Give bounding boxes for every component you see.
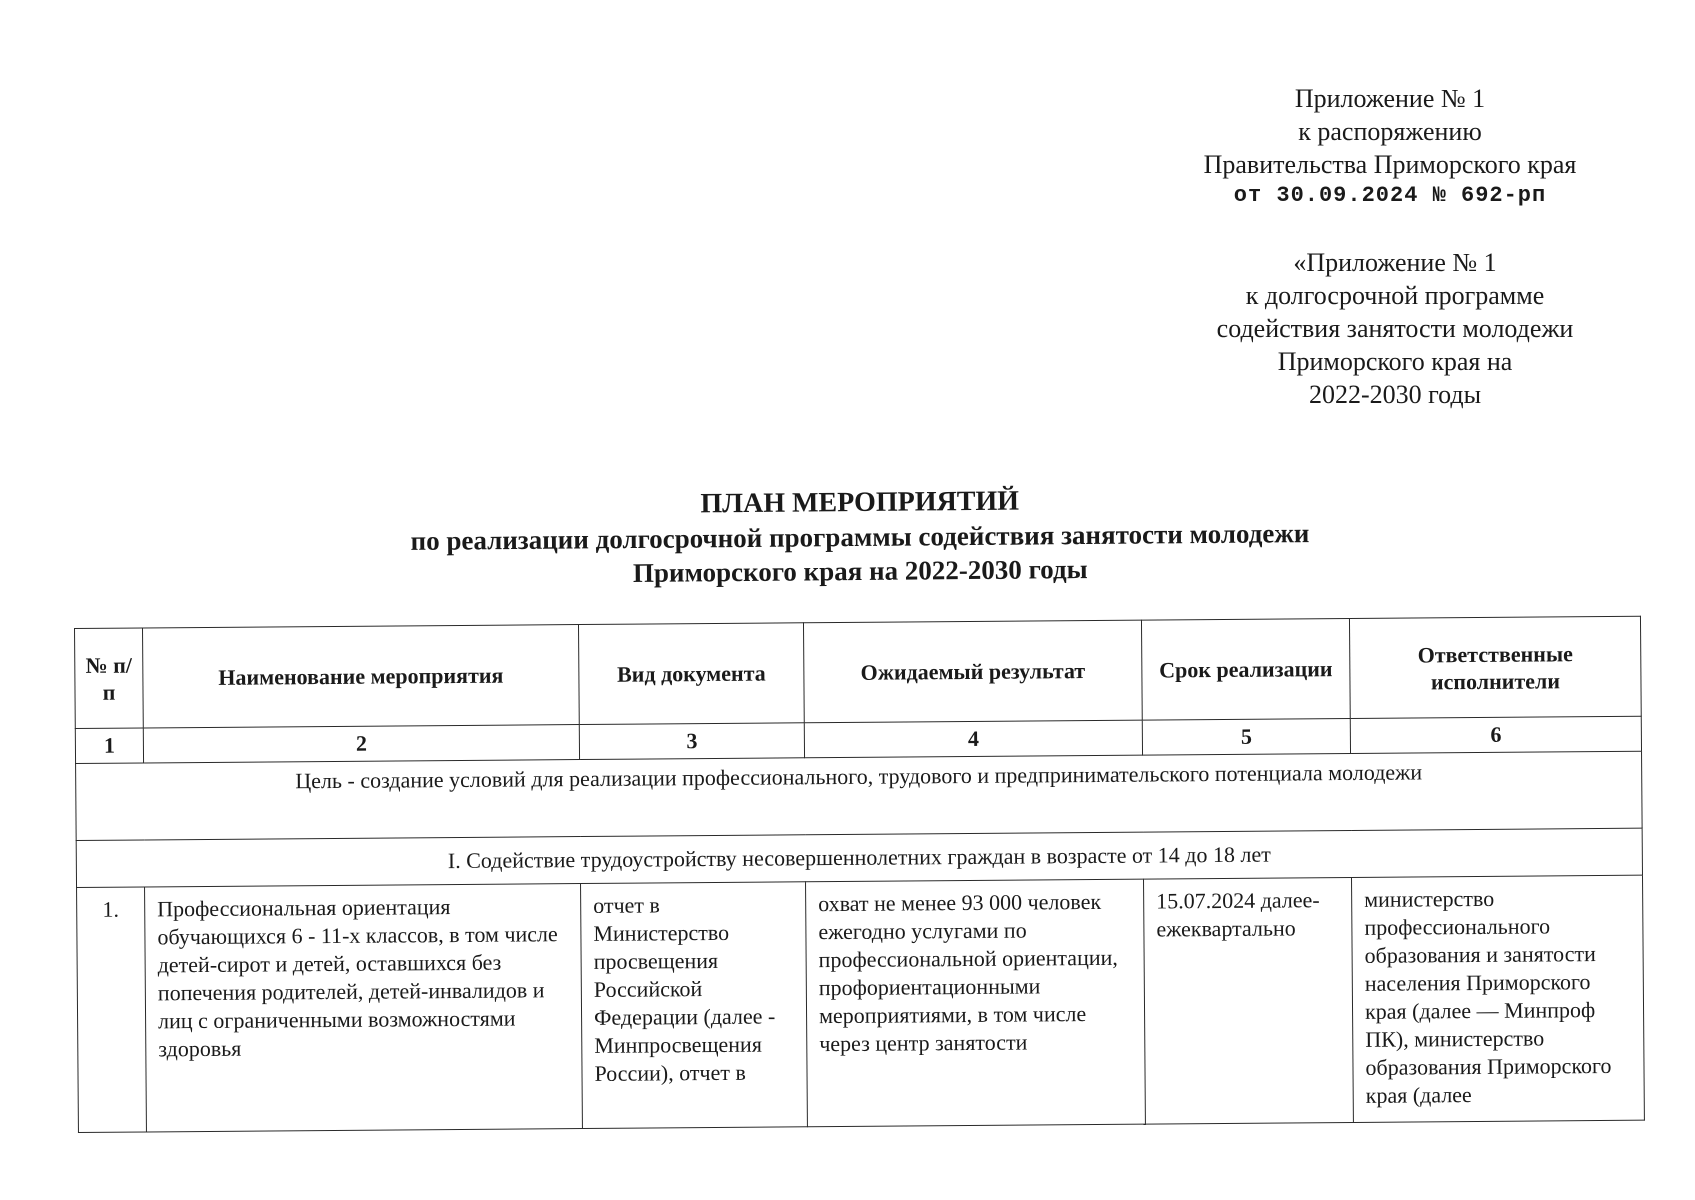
decree-date-number: от 30.09.2024 № 692-рп [1233, 183, 1547, 208]
plan-table-wrapper [74, 616, 1644, 1133]
program-appendix-line: к долгосрочной программе [1245, 281, 1545, 310]
row-executors: министерство профессионального образования и занятости населения Приморского края (далее — Минпроф ПК), министерство образования Приморского края (далее [1351, 875, 1644, 1122]
appendix-header [1150, 82, 1630, 211]
goal-text: Цель - создание условий для реализации профессионального, трудового и предпринимательского потенциала молодежи [76, 751, 1643, 840]
column-number: 2 [143, 725, 579, 763]
plan-title [330, 481, 1391, 592]
program-appendix-line: Приморского края на [1277, 347, 1513, 376]
header-term: Срок реализации [1141, 618, 1350, 720]
header-executors: Ответственные исполнители [1349, 616, 1641, 718]
column-number: 4 [804, 720, 1142, 758]
column-number: 5 [1142, 718, 1350, 755]
header-expected-result: Ожидаемый результат [803, 620, 1142, 723]
plan-title-main: ПЛАН МЕРОПРИЯТИЙ [700, 485, 1020, 520]
column-number: 1 [75, 728, 143, 764]
table-header-row [75, 616, 1642, 728]
plan-table [74, 616, 1645, 1133]
header-name: Наименование мероприятия [143, 625, 580, 728]
row-document-type: отчет в Министерство просвещения Российской Федерации (далее - Минпросвещения России), отчет в [581, 882, 808, 1129]
appendix-line: Правительства Приморского края [1203, 150, 1577, 179]
goal-row [76, 751, 1643, 840]
header-doc-type: Вид документа [578, 623, 804, 725]
plan-title-subtitle: по реализации долгосрочной программы содействия занятости молодежи [410, 518, 1310, 556]
section-title: I. Содействие трудоустройству несовершеннолетних граждан в возрасте от 14 до 18 лет [76, 828, 1642, 887]
row-activity-name: Профессиональная ориентация обучающихся 6 - 11-х классов, в том числе детей-сирот и детей, оставшихся без попечения родителей, детей-инвалидов и лиц с ограниченными возможностями здоровья [145, 884, 583, 1132]
row-number: 1. [77, 887, 147, 1133]
header-num: № п/п [75, 628, 144, 729]
appendix-line: Приложение № 1 [1294, 84, 1486, 113]
table-row [77, 875, 1645, 1132]
program-appendix-line: содействия занятости молодежи [1216, 314, 1574, 343]
program-appendix-line: «Приложение № 1 [1293, 248, 1497, 277]
program-appendix-header [1160, 246, 1630, 411]
appendix-line: к распоряжению [1298, 117, 1482, 146]
plan-title-subtitle: Приморского края на 2022-2030 годы [632, 554, 1088, 588]
row-expected-result: охват не менее 93 000 человек ежегодно услугами по профессиональной ориентации, профориентационными мероприятиями, в том числе через центр занятости [806, 879, 1146, 1127]
row-term: 15.07.2024 далее- ежеквартально [1144, 877, 1354, 1124]
column-number: 3 [579, 723, 804, 760]
program-appendix-line: 2022-2030 годы [1308, 380, 1482, 409]
column-number: 6 [1350, 716, 1641, 753]
